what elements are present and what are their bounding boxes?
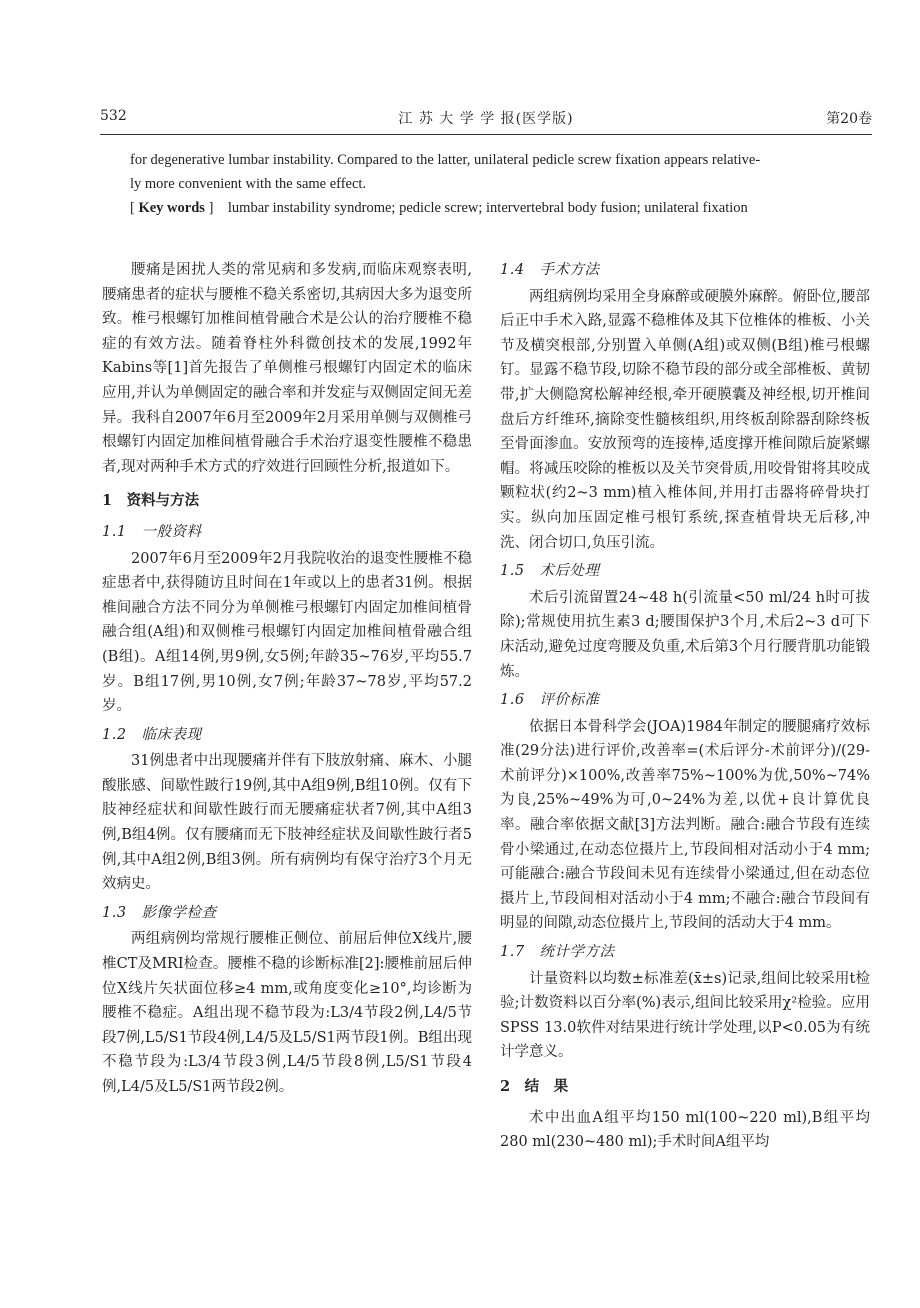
subsection-1-1-text: 2007年6月至2009年2月我院收治的退变性腰椎不稳症患者中,获得随访且时间在1年或以上的患者31例。根据椎间融合方法不同分为单侧椎弓根螺钉内固定加椎间植骨融合组(A组)和双侧椎弓根螺钉内固定加椎间植骨融合组(B组)。A组14例,男9例,女5例;年龄35~76岁,平均55.7岁。B组17例,男10例,女7例;年龄37~78岁,平均57.2岁。 bbox=[102, 550, 472, 715]
volume-label: 第20卷 bbox=[826, 111, 872, 127]
right-column bbox=[500, 258, 870, 1155]
subsection-1-3-text: 两组病例均常规行腰椎正侧位、前屈后伸位X线片,腰椎CT及MRI检查。腰椎不稳的诊断标准[2]:腰椎前屈后伸位X线片矢状面位移≥4 mm,或角度变化≥10°,均诊断为腰椎不稳症。A组出现不稳节段为:L3/4节段2例,L4/5节段7例,L5/S1节段4例,L4/5及L5/S1两节段1例。B组出现不稳节段为:L3/4节段3例,L4/5节段8例,L5/S1节段4例,L4/5及L5/S1两节段2例。 bbox=[102, 931, 472, 1095]
intro-paragraph: 腰痛是困扰人类的常见病和多发病,而临床观察表明,腰痛患者的症状与腰椎不稳关系密切,其病因大多为退变所致。椎弓根螺钉加椎间植骨融合术是公认的治疗腰椎不稳症的有效方法。随着脊柱外科微创技术的发展,1992年Kabins等[1]首先报告了单侧椎弓根螺钉内固定术的临床应用,并认为单侧固定的融合率和并发症与双侧固定间无差异。我科自2007年6月至2009年2月采用单侧与双侧椎弓根螺钉内固定加椎间植骨融合手术治疗退变性腰椎不稳患者,现对两种手术方式的疗效进行回顾性分析,报道如下。 bbox=[102, 262, 472, 475]
subsection-1-3-heading: 1.3 影像学检查 bbox=[102, 904, 217, 921]
subsection-1-5-heading: 1.5 术后处理 bbox=[500, 563, 600, 580]
abstract-tail bbox=[130, 148, 850, 196]
subsection-1-6-text: 依据日本骨科学会(JOA)1984年制定的腰腿痛疗效标准(29分法)进行评价,改善率=(术后评分-术前评分)/(29-术前评分)×100%,改善率75%~100%为优,50%~74%为良,25%~49%为可,0~24%为差,以优+良计算优良率。融合率依据文献[3]方法判断。融合:融合节段有连续骨小梁通过,在动态位摄片上,节段间相对活动小于4 mm;可能融合:融合节段间未见有连续骨小梁通过,但在动态位摄片上,节段间相对活动小于4 mm;不融合:融合节段间有明显的间隙,动态位摄片上,节段间的活动大于4 mm。 bbox=[500, 718, 870, 932]
keywords-label: Key words bbox=[138, 200, 205, 216]
left-column bbox=[102, 258, 472, 1100]
keywords: [ Key words ] lumbar instability syndrome; pedicle screw; intervertebral body fusion; unilateral fixation bbox=[130, 200, 748, 216]
subsection-1-6-heading: 1.6 评价标准 bbox=[500, 692, 600, 709]
subsection-1-1-heading: 1.1 一般资料 bbox=[102, 523, 202, 540]
page-number: 532 bbox=[100, 108, 127, 124]
abstract-line-2: ly more convenient with the same effect. bbox=[130, 176, 367, 192]
section-1-heading: 1 资料与方法 bbox=[102, 492, 200, 510]
subsection-1-2-text: 31例患者中出现腰痛并伴有下肢放射痛、麻木、小腿酸胀感、间歇性跛行19例,其中A组9例,B组10例。仅有下肢神经症状和间歇性跛行而无腰痛症状者7例,其中A组3例,B组4例。仅有腰痛而无下肢神经症状及间歇性跛行者5例,其中A组2例,B组3例。所有病例均有保守治疗3个月无效病史。 bbox=[102, 753, 472, 893]
subsection-1-7-text: 计量资料以均数±标准差(x̄±s)记录,组间比较采用t检验;计数资料以百分率(%)表示,组间比较采用χ²检验。应用SPSS 13.0软件对结果进行统计学处理,以P<0.05为有统计学意义。 bbox=[500, 970, 870, 1061]
subsection-1-4-text: 两组病例均采用全身麻醉或硬膜外麻醉。俯卧位,腰部后正中手术入路,显露不稳椎体及其下位椎体的椎板、小关节及横突根部,分别置入单侧(A组)或双侧(B组)椎弓根螺钉。显露不稳节段,切除不稳节段的部分或全部椎板、黄韧带,扩大侧隐窝松解神经根,牵开硬膜囊及神经根,切开椎间盘后方纤维环,摘除变性髓核组织,用终板刮除器刮除终板至骨面渗血。安放预弯的连接棒,适度撑开椎间隙后旋紧螺帽。将减压咬除的椎板以及关节突骨质,用咬骨钳将其咬成颗粒状(约2~3 mm)植入椎体间,并用打击器将碎骨块打实。纵向加压固定椎弓根钉系统,探查植骨块无后移,冲洗、闭合切口,负压引流。 bbox=[500, 288, 870, 551]
keywords-text: lumbar instability syndrome; pedicle screw; intervertebral body fusion; unilateral fixation bbox=[227, 200, 748, 216]
header-rule bbox=[100, 134, 872, 135]
section-2-heading: 2 结 果 bbox=[500, 1078, 569, 1095]
subsection-1-5-text: 术后引流留置24~48 h(引流量<50 ml/24 h时可拔除);常规使用抗生素3 d;腰围保护3个月,术后2~3 d可下床活动,避免过度弯腰及负重,术后第3个月行腰背肌功能锻炼。 bbox=[500, 589, 870, 680]
subsection-1-4-heading: 1.4 手术方法 bbox=[500, 262, 600, 278]
journal-title: 江 苏 大 学 学 报(医学版) bbox=[398, 111, 574, 127]
subsection-1-7-heading: 1.7 统计学方法 bbox=[500, 944, 615, 961]
section-2-text: 术中出血A组平均150 ml(100~220 ml),B组平均280 ml(230~480 ml);手术时间A组平均 bbox=[500, 1109, 870, 1151]
abstract-line-1: for degenerative lumbar instability. Compared to the latter, unilateral pedicle screw fixation appears relative- bbox=[130, 152, 761, 168]
running-header bbox=[100, 108, 872, 132]
subsection-1-2-heading: 1.2 临床表现 bbox=[102, 726, 202, 743]
